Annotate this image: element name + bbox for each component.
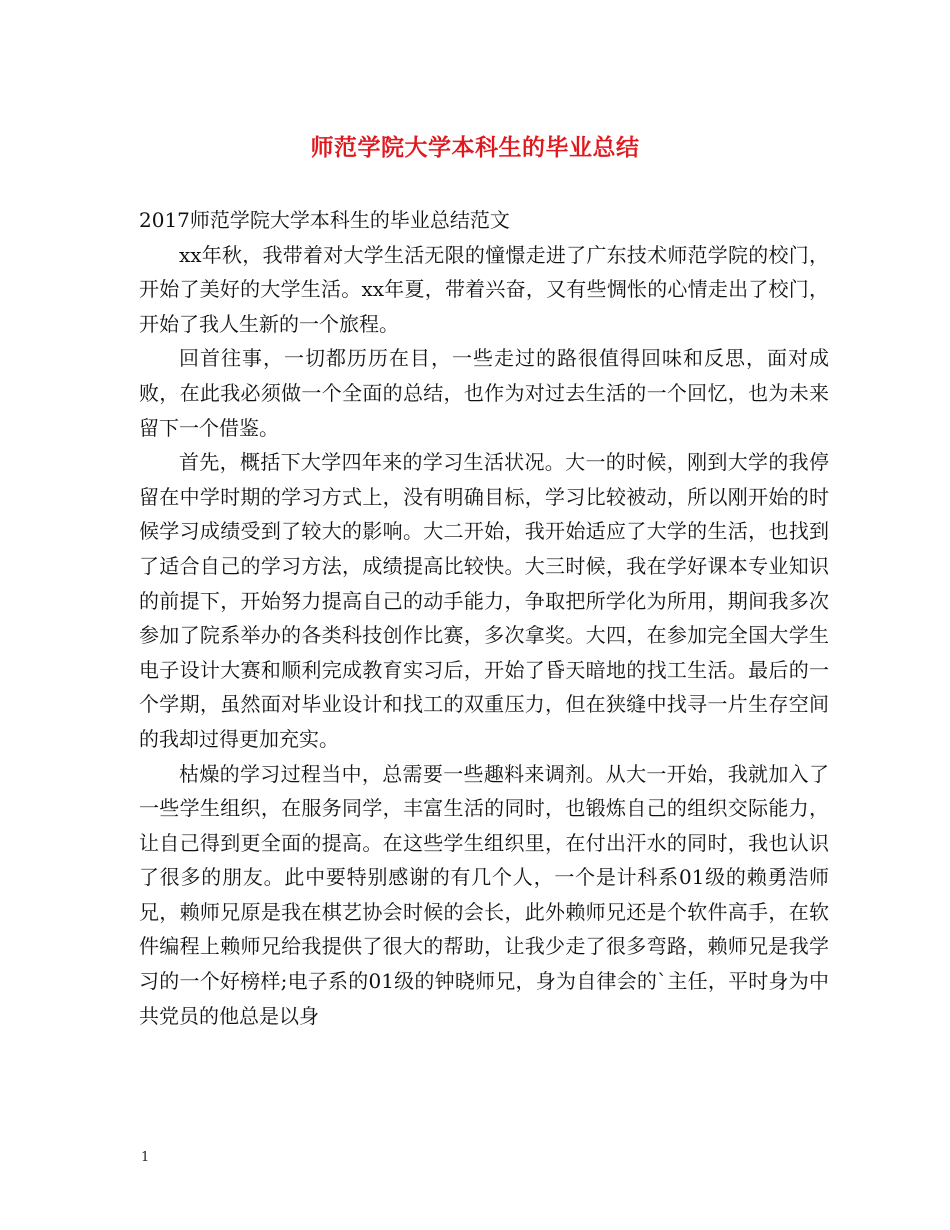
paragraph: 首先，概括下大学四年来的学习生活状况。大一的时候，刚到大学的我停留在中学时期的学习方式上，没有明确目标，学习比较被动，所以刚开始的时候学习成绩受到了较大的影响。大二开始，我开始适应了大学的生活，也找到了适合自己的学习方法，成绩提高比较快。大三时候，我在学好课本专业知识的前提下，开始努力提高自己的动手能力，争取把所学化为所用，期间我多次参加了院系举办的各类科技创作比赛，多次拿奖。大四，在参加完全国大学生电子设计大赛和顺利完成教育实习后，开始了昏天暗地的找工生活。最后的一个学期，虽然面对毕业设计和找工的双重压力，但在狭缝中找寻一片生存空间的我却过得更加充实。 <box>139 450 829 751</box>
document-subtitle: 2017师范学院大学本科生的毕业总结范文 <box>139 208 510 232</box>
paragraph: 回首往事，一切都历历在目，一些走过的路很值得回味和反思，面对成败，在此我必须做一个全面的总结，也作为对过去生活的一个回忆，也为未来留下一个借鉴。 <box>139 346 829 440</box>
paragraph: xx年秋，我带着对大学生活无限的憧憬走进了广东技术师范学院的校门，开始了美好的大学生活。xx年夏，带着兴奋，又有些惆怅的心情走出了校门，开始了我人生新的一个旅程。 <box>139 242 829 336</box>
document-body <box>139 203 829 1033</box>
paragraph: 枯燥的学习过程当中，总需要一些趣料来调剂。从大一开始，我就加入了一些学生组织，在服务同学，丰富生活的同时，也锻炼自己的组织交际能力，让自己得到更全面的提高。在这些学生组织里，在付出汗水的同时，我也认识了很多的朋友。此中要特别感谢的有几个人，一个是计科系01级的赖勇浩师兄，赖师兄原是我在棋艺协会时候的会长，此外赖师兄还是个软件高手，在软件编程上赖师兄给我提供了很大的帮助，让我少走了很多弯路，赖师兄是我学习的一个好榜样;电子系的01级的钟晓师兄，身为自律会的`主任，平时身为中共党员的他总是以身 <box>139 761 829 1028</box>
page-number: 1 <box>141 1150 150 1165</box>
document-title: 师范学院大学本科生的毕业总结 <box>310 134 640 161</box>
